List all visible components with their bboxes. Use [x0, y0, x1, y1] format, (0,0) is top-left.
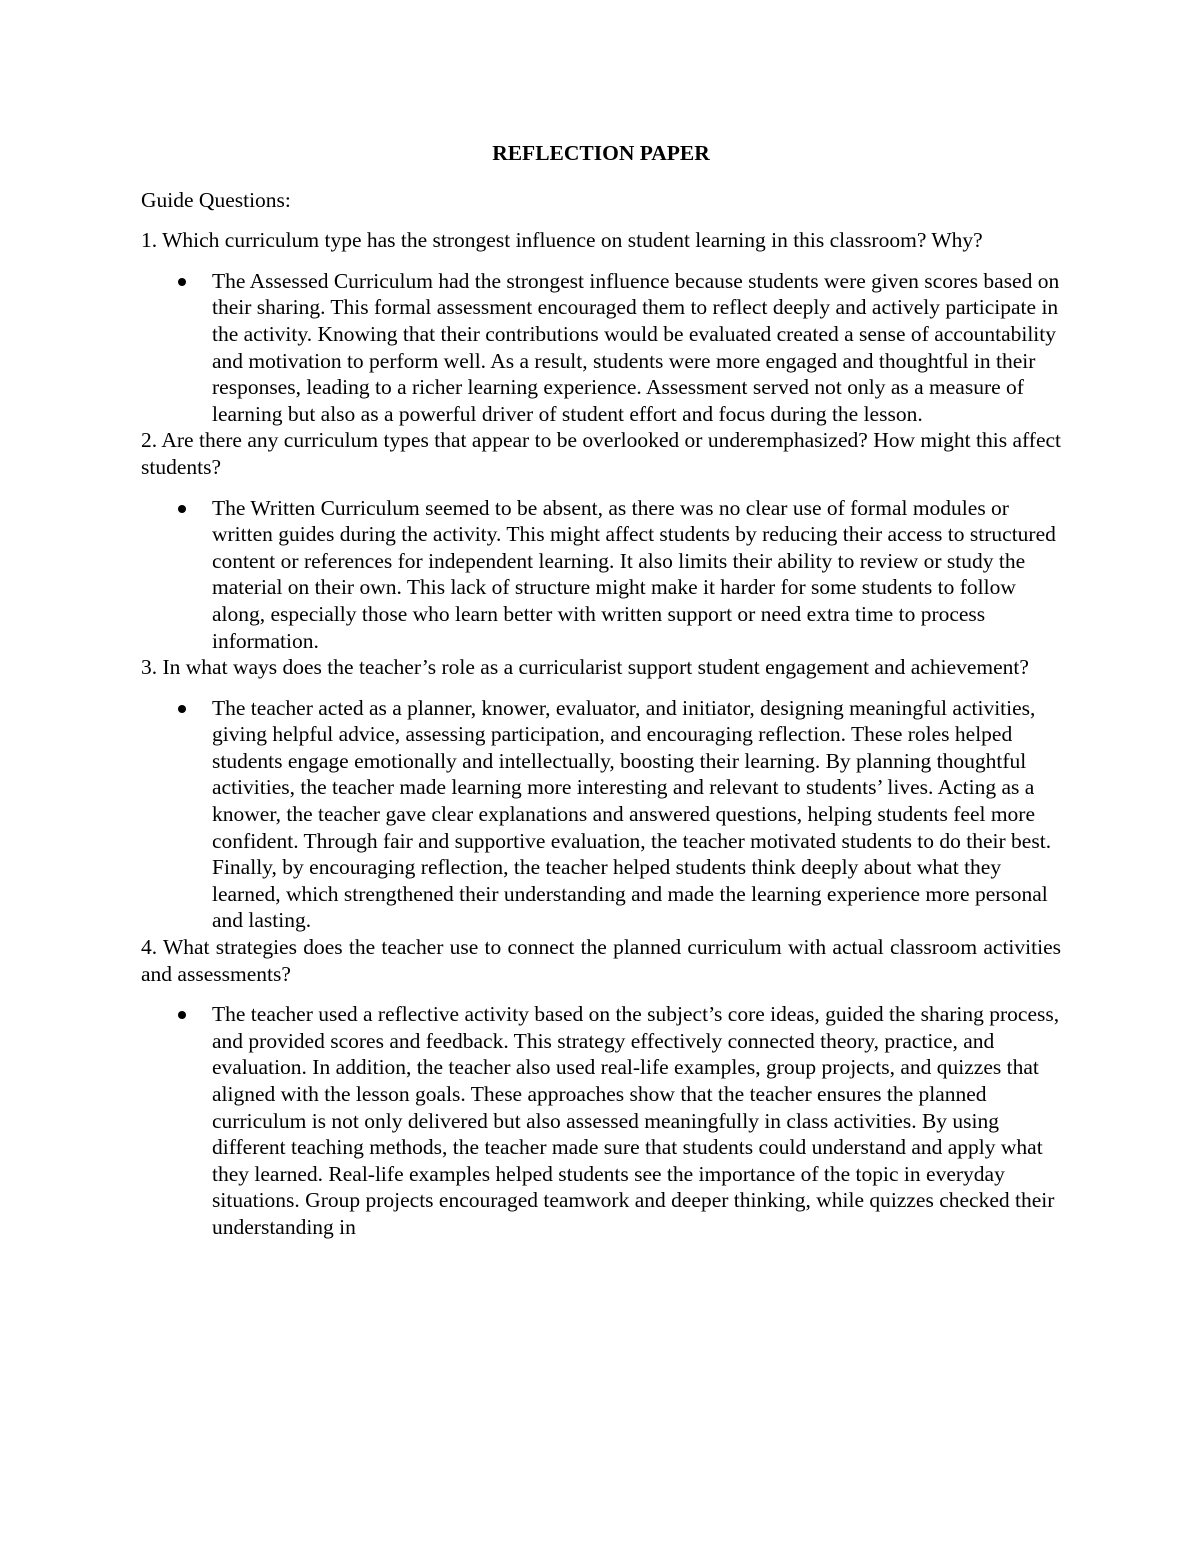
answer-3-text: The teacher acted as a planner, knower, evaluator, and initiator, designing meaningful activities, giving helpful advice, assessing participation, and encouraging reflection. These roles helped students engage emotionally and intellectually, boosting their learning. By planning thoughtful activities, the teacher made learning more interesting and relevant to students’ lives. Acting as a knower, the teacher gave clear explanations and answered questions, helping students feel more confident. Through fair and supportive evaluation, the teacher motivated students to do their best. Finally, by encouraging reflection, the teacher helped students think deeply about what they learned, which strengthened their understanding and made the learning experience more personal and lasting. [212, 695, 1052, 933]
document-body [141, 140, 1061, 1241]
question-3: 3. In what ways does the teacher’s role as a curricularist support student engagement and achievement? [141, 655, 1029, 680]
guide-questions-label: Guide Questions: [141, 187, 291, 212]
answer-list-3 [141, 695, 1061, 934]
bullet-icon [178, 1011, 186, 1019]
answer-2 [141, 495, 1061, 655]
answer-4-text: The teacher used a reflective activity based on the subject’s core ideas, guided the sharing process, and provided scores and feedback. This strategy effectively connected theory, practice, and evaluation. In addition, the teacher also used real-life examples, group projects, and quizzes that aligned with the lesson goals. These approaches show that the teacher ensures the planned curriculum is not only delivered but also assessed meaningfully in class activities. By using different teaching methods, the teacher made sure that students could understand and apply what they learned. Real-life examples helped students see the importance of the topic in everyday situations. Group projects encouraged teamwork and deeper thinking, while quizzes checked their understanding in [212, 1002, 1060, 1239]
answer-list-1 [141, 268, 1061, 428]
question-block-3 [141, 654, 1061, 934]
question-4: 4. What strategies does the teacher use to connect the planned curriculum with actual classroom activities and assessments? [141, 935, 1061, 986]
question-1: 1. Which curriculum type has the strongest influence on student learning in this classroom? Why? [141, 228, 983, 253]
answer-1-text: The Assessed Curriculum had the strongest influence because students were given scores based on their sharing. This formal assessment encouraged them to reflect deeply and actively participate in the activity. Knowing that their contributions would be evaluated created a sense of accountability and motivation to perform well. As a result, students were more engaged and thoughtful in their responses, leading to a richer learning experience. Assessment served not only as a measure of learning but also as a powerful driver of student effort and focus during the lesson. [212, 268, 1060, 426]
answer-list-4 [141, 1001, 1061, 1240]
question-block-4 [141, 934, 1061, 1241]
question-block-1 [141, 227, 1061, 427]
answer-1 [141, 268, 1061, 428]
bullet-icon [178, 705, 186, 713]
page-title: REFLECTION PAPER [492, 141, 710, 165]
answer-3 [141, 695, 1061, 934]
answer-4 [141, 1001, 1061, 1240]
answer-list-2 [141, 495, 1061, 655]
bullet-icon [178, 278, 186, 286]
answer-2-text: The Written Curriculum seemed to be absent, as there was no clear use of formal modules or written guides during the activity. This might affect students by reducing their access to structured content or references for independent learning. It also limits their ability to review or study the material on their own. This lack of structure might make it harder for some students to follow along, especially those who learn better with written support or need extra time to process information. [212, 495, 1056, 653]
question-2: 2. Are there any curriculum types that appear to be overlooked or underemphasized? How might this affect students? [141, 428, 1061, 479]
bullet-icon [178, 505, 186, 513]
question-block-2 [141, 427, 1061, 654]
